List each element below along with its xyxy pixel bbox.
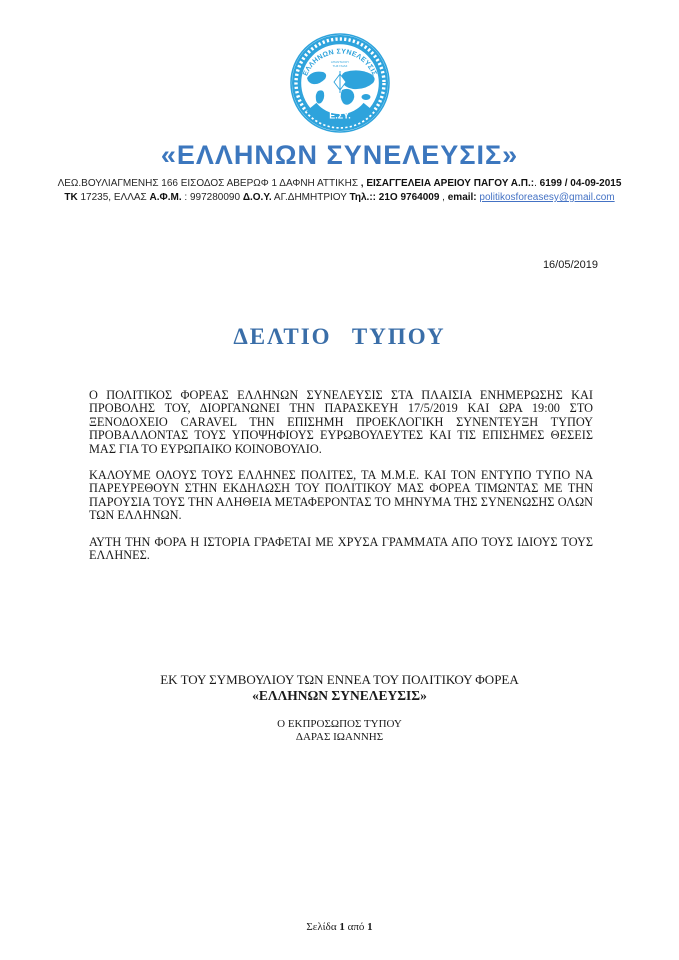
paragraph-2: ΚΑΛΟΥΜΕ ΟΛΟΥΣ ΤΟΥΣ ΕΛΛΗΝΕΣ ΠΟΛΙΤΕΣ, ΤΑ Μ.Μ.Ε. ΚΑΙ ΤΟΝ ΕΝΤΥΠΟ ΤΥΠΟ ΝΑ ΠΑΡΕΥΡΕΘΟΥΝ ΣΤΗΝ ΕΚΔΗΛΩΣΗ ΤΟΥ ΠΟΛΙΤΙΚΟΥ ΜΑΣ ΦΟΡΕΑ ΤΙΜΩΝΤΑΣ ΜΕ ΤΗΝ ΠΑΡΟΥΣΙΑ ΤΟΥΣ ΤΗΝ ΑΛΗΘΕΙΑ ΜΕΤΑΦΕΡΟΝΤΑΣ ΤΟ ΜΗΝΥΜΑ ΤΗΣ ΣΥΝΕΝΩΣΗΣ ΟΛΩΝ ΤΩΝ ΕΛΛΗΝΩΝ.: [89, 468, 593, 523]
logo-acronym: Ε.ΣΥ.: [328, 110, 351, 121]
logo-arc-text: ΕΛΛΗΝΩΝ ΣΥΝΕΛΕΥΣΙΣ: [301, 48, 378, 78]
signature-org-name: «ΕΛΛΗΝΩΝ ΣΥΝΕΛΕΥΣΙΣ»: [252, 688, 427, 704]
address-line-2: ΤΚ 17235, ΕΛΛΑΣ Α.Φ.Μ. : 997280090 Δ.Ο.Υ. ΑΓ.ΔΗΜΗΤΡΙΟΥ Τηλ.:: 21Ο 9764009 , email: politikosforeasesy@gmail.com: [64, 192, 615, 203]
paragraph-1: Ο ΠΟΛΙΤΙΚΟΣ ΦΟΡΕΑΣ ΕΛΛΗΝΩΝ ΣΥΝΕΛΕΥΣΙΣ ΣΤΑ ΠΛΑΙΣΙΑ ΕΝΗΜΕΡΩΣΗΣ ΚΑΙ ΠΡΟΒΟΛΗΣ ΤΟΥ, ΔΙΟΡΓΑΝΩΝΕΙ ΤΗΝ ΠΑΡΑΣΚΕΥΗ 17/5/2019 ΚΑΙ ΩΡΑ 19:00 ΣΤΟ ΞΕΝΟΔΟΧΕΙΟ CARAVEL ΤΗΝ ΕΠΙΣΗΜΗ ΠΡΟΕΚΛΟΓΙΚΗ ΣΥΝΕΝΤΕΥΞΗ ΤΥΠΟΥ ΠΡΟΒΑΛΛΟΝΤΑΣ ΤΟΥΣ ΥΠΟΨΗΦΙΟΥΣ ΕΥΡΩΒΟΥΛΕΥΤΕΣ ΚΑΙ ΤΙΣ ΕΠΙΣΗΜΕΣ ΘΕΣΕΙΣ ΜΑΣ ΓΙΑ ΤΟ ΕΥΡΩΠΑΙΚΟ ΚΟΙΝΟΒΟΥΛΙΟ.: [89, 388, 593, 456]
page-number-footer: Σελίδα 1 από 1: [306, 921, 373, 933]
signature-name: ΔΑΡΑΣ ΙΩΑΝΝΗΣ: [295, 731, 384, 744]
address-prosecutor: , ΕΙΣΑΓΓΕΛΕΙΑ ΑΡΕΙΟΥ ΠΑΓΟΥ Α.Π.:: [360, 178, 535, 189]
paragraph-3: ΑΥΤΗ ΤΗΝ ΦΟΡΑ Η ΙΣΤΟΡΙΑ ΓΡΑΦΕΤΑΙ ΜΕ ΧΡΥΣΑ ΓΡΑΜΜΑΤΑ ΑΠΟ ΤΟΥΣ ΙΔΙΟΥΣ ΤΟΥΣ ΕΛΛΗΝΕΣ.: [89, 534, 593, 563]
signature-role: Ο ΕΚΠΡΟΣΩΠΟΣ ΤΥΠΟΥ: [277, 718, 402, 731]
address-block: [0, 177, 679, 205]
phone-number: Τηλ.:: 21Ο 9764009: [349, 192, 440, 203]
total-page-number: 1: [367, 921, 373, 933]
address-line-1: ΛΕΩ.ΒΟΥΛΙΑΓΜΕΝΗΣ 166 ΕΙΣΟΔΟΣ ΑΒΕΡΩΦ 1 ΔΑΦΝΗ ΑΤΤΙΚΗΣ , ΕΙΣΑΓΓΕΛΕΙΑ ΑΡΕΙΟΥ ΠΑΓΟΥ Α.Π.:. 6199 / 04-09-2015: [57, 178, 622, 189]
esy-logo-icon: [290, 33, 390, 133]
document-date: 16/05/2019: [542, 259, 598, 271]
current-page-number: 1: [339, 921, 345, 933]
org-title: «ΕΛΛΗΝΩΝ ΣΥΝΕΛΕΥΣΙΣ»: [160, 140, 519, 170]
document-title: ΔΕΛΤΙΟ ΤΥΠΟΥ: [233, 324, 446, 349]
logo-container: [0, 0, 679, 138]
email-link[interactable]: politikosforeasesy@gmail.com: [479, 192, 615, 203]
address-protocol-number: 6199 / 04-09-2015: [539, 178, 622, 189]
logo-subtext-1: ΑΠΑΝΤΑΧΟΥ: [330, 60, 349, 64]
signature-block: [0, 672, 679, 744]
body-text: [89, 389, 593, 562]
address-street: ΛΕΩ.ΒΟΥΛΙΑΓΜΕΝΗΣ 166 ΕΙΣΟΔΟΣ ΑΒΕΡΩΦ 1 ΔΑΦΝΗ ΑΤΤΙΚΗΣ: [57, 178, 361, 189]
signature-council-line: ΕΚ ΤΟΥ ΣΥΜΒΟΥΛΙΟΥ ΤΩΝ ΕΝΝΕΑ ΤΟΥ ΠΟΛΙΤΙΚΟΥ ΦΟΡΕΑ: [160, 672, 519, 688]
logo-subtext-2: ΤΗΣ ΓΑΙΑΣ: [332, 64, 347, 68]
